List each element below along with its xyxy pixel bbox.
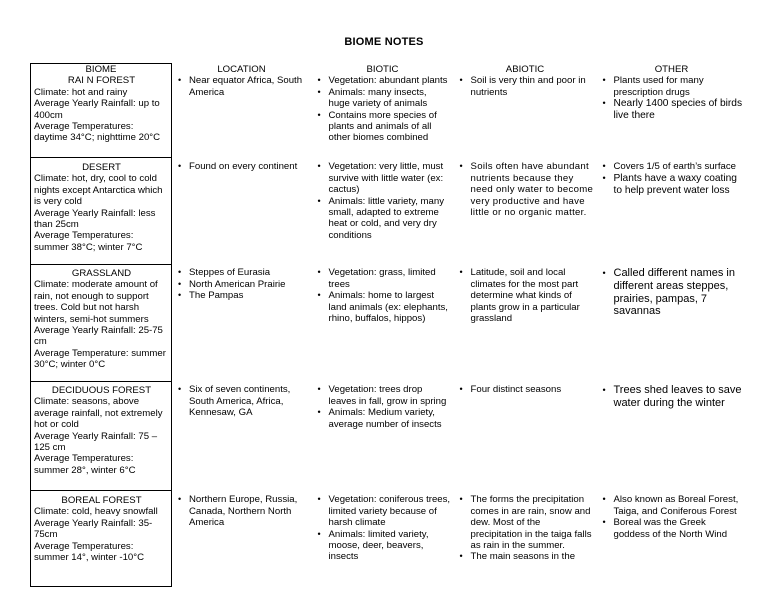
- list-item: • Contains more species of plants and animals of all other biomes combined: [329, 110, 451, 144]
- page-title: BIOME NOTES: [344, 36, 424, 48]
- list-item: • Latitude, soil and local climates for the most part determine what kinds of plants grow in a particular grassland: [471, 267, 594, 324]
- list-item: • Animals: limited variety, moose, deer, beavers, insects: [329, 529, 451, 563]
- table-row: [31, 264, 747, 381]
- biome-detail: Average Temperatures: summer 38°C; winter 7°C: [34, 230, 143, 253]
- biome-detail: Average Yearly Rainfall: up to 400cm: [34, 98, 160, 121]
- biome-cell: [31, 157, 172, 264]
- biotic-cell: [312, 75, 454, 157]
- list-item: • Northern Europe, Russia, Canada, Northern North America: [189, 494, 309, 528]
- table-row: [31, 157, 747, 264]
- biome-table: [30, 63, 747, 587]
- list-item: • North American Prairie: [189, 279, 308, 290]
- biome-detail: Average Yearly Rainfall: 25-75 cm: [34, 324, 163, 348]
- biome-detail: Average Temperatures: summer 28°, winter 6°C: [34, 453, 136, 476]
- other-cell: [597, 264, 747, 381]
- list-item: • Four distinct seasons: [471, 384, 594, 395]
- biome-cell: [31, 490, 172, 586]
- list-item: • Soil is very thin and poor in nutrients: [471, 75, 594, 98]
- list-item: • Animals: many insects, huge variety of animals: [329, 87, 451, 110]
- list-item: • Vegetation: grass, limited trees: [329, 267, 451, 290]
- biotic-cell: [312, 157, 454, 264]
- list-item: • Covers 1/5 of earth’s surface: [614, 161, 744, 172]
- abiotic-cell: [454, 75, 597, 157]
- list-item: • The Pampas: [189, 290, 308, 301]
- header-biome: BIOME: [31, 64, 172, 76]
- biome-name: GRASSLAND: [71, 267, 132, 279]
- biotic-cell: [312, 490, 454, 586]
- biome-detail: Average Yearly Rainfall: 35-75cm: [34, 517, 153, 541]
- list-item: • Plants used for many prescription drugs: [614, 75, 744, 98]
- abiotic-cell: [454, 264, 597, 381]
- list-item: • Trees shed leaves to save water during the winter: [614, 384, 744, 409]
- list-item: • Animals: Medium variety, average number of insects: [329, 407, 451, 430]
- biotic-cell: [312, 381, 454, 490]
- location-cell: [172, 264, 312, 381]
- other-cell: [597, 75, 747, 157]
- table-row: [31, 75, 747, 157]
- biome-detail: Climate: hot, dry, cool to cold nights except Antarctica which is very cold: [34, 173, 163, 208]
- list-item: • Steppes of Eurasia: [189, 267, 308, 278]
- biome-detail: Climate: cold, heavy snowfall: [34, 506, 158, 518]
- location-cell: [172, 75, 312, 157]
- location-cell: [172, 381, 312, 490]
- header-location: LOCATION: [217, 64, 266, 75]
- list-item: • Called different names in different areas steppes, prairies, pampas, 7 savannas: [614, 267, 744, 317]
- list-item: • Plants have a waxy coating to help prevent water loss: [614, 173, 744, 197]
- location-cell: [172, 490, 312, 586]
- biome-name: RAI N FOREST: [67, 75, 136, 87]
- list-item: • Six of seven continents, South America, Africa, Kennesaw, GA: [189, 384, 308, 418]
- header-other: OTHER: [654, 64, 689, 75]
- list-item: • Nearly 1400 species of birds live there: [614, 98, 744, 122]
- biome-name: BOREAL FOREST: [61, 494, 142, 506]
- list-item: • Animals: home to largest land animals (ex: elephants, rhino, buffalos, hippos): [329, 290, 451, 324]
- biome-detail: Average Temperatures: summer 14°, winter -10°C: [34, 540, 145, 563]
- list-item: • Also known as Boreal Forest, Taiga, and Coniferous Forest: [614, 494, 744, 517]
- table-row: [31, 381, 747, 490]
- list-item: • Vegetation: trees drop leaves in fall, grow in spring: [329, 384, 451, 407]
- biome-detail: Average Yearly Rainfall: 75 – 125 cm: [34, 430, 158, 453]
- other-cell: [597, 381, 747, 490]
- other-cell: [597, 157, 747, 264]
- biotic-cell: [312, 264, 454, 381]
- biome-detail: Average Temperatures: daytime 34°C; nighttime 20°C: [34, 121, 161, 144]
- header-biotic: BIOTIC: [366, 64, 399, 75]
- biome-cell: [31, 75, 172, 157]
- list-item: • Soils often have abundant nutrients because they need only water to become very productive and have little or no organic matter.: [471, 161, 594, 218]
- other-cell: [597, 490, 747, 586]
- list-item: • Animals: little variety, many small, adapted to extreme heat or cold, and very dry conditions: [329, 196, 451, 242]
- list-item: • Vegetation: coniferous trees, limited variety because of harsh climate: [329, 494, 451, 528]
- abiotic-cell: [454, 490, 597, 586]
- biome-detail: Climate: seasons, above average rainfall, not extremely hot or cold: [34, 396, 163, 431]
- abiotic-cell: [454, 157, 597, 264]
- list-item: • The main seasons in the: [471, 551, 594, 562]
- list-item: • Vegetation: abundant plants: [329, 75, 451, 86]
- list-item: • Vegetation: very little, must survive with little water (ex: cactus): [329, 161, 451, 195]
- biome-name: DESERT: [82, 161, 121, 173]
- biome-detail: Average Temperature: summer 30°C; winter 0°C: [34, 347, 166, 371]
- list-item: • Boreal was the Greek goddess of the North Wind: [614, 517, 744, 540]
- biome-detail: Climate: moderate amount of rain, not enough to support trees. Cold but not harsh winters, semi-hot summers: [34, 279, 158, 325]
- header-abiotic: ABIOTIC: [505, 64, 545, 75]
- biome-cell: [31, 264, 172, 381]
- list-item: • Near equator Africa, South America: [189, 75, 308, 98]
- location-cell: [172, 157, 312, 264]
- biome-detail: Average Yearly Rainfall: less than 25cm: [34, 207, 156, 230]
- list-item: • The forms the precipitation comes in are rain, snow and dew. Most of the precipitation in the taiga falls as rain in the summer.: [471, 494, 594, 551]
- biome-cell: [31, 381, 172, 490]
- list-item: • Found on every continent: [189, 161, 308, 172]
- table-row: [31, 490, 747, 586]
- biome-name: DECIDUOUS FOREST: [51, 384, 152, 396]
- abiotic-cell: [454, 381, 597, 490]
- biome-detail: Climate: hot and rainy: [34, 86, 128, 98]
